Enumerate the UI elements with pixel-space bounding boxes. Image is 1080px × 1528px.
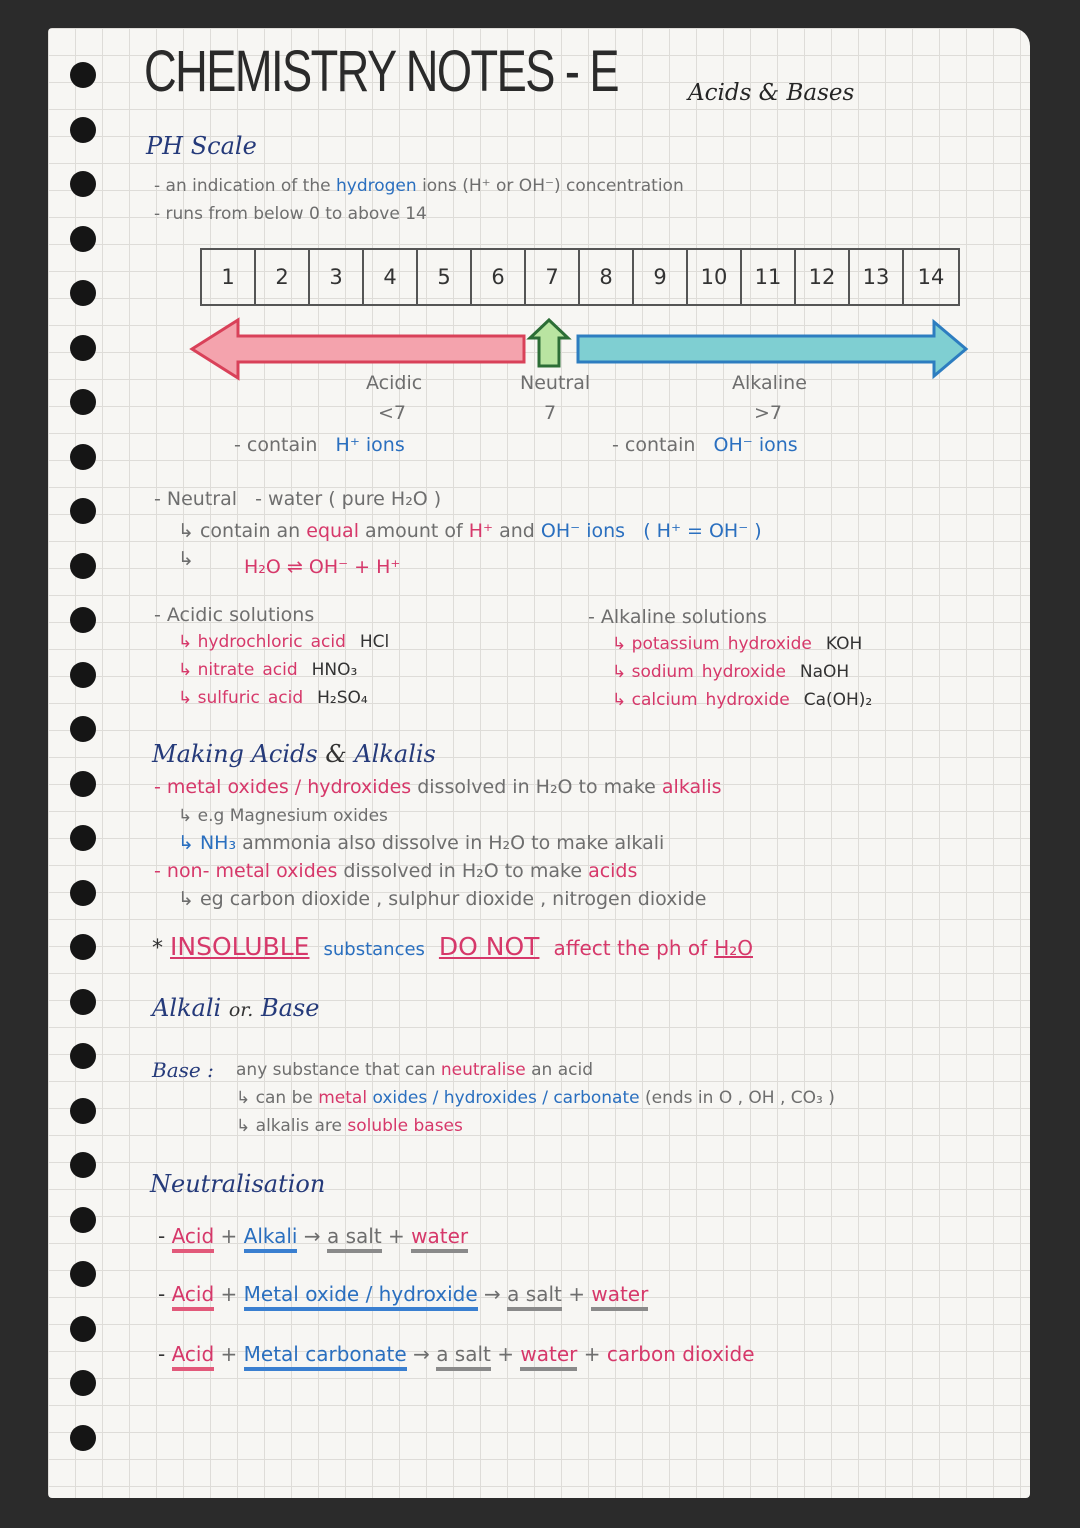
ph-cell: 13	[850, 250, 904, 304]
notebook-page	[48, 28, 1030, 1498]
alkaline-contain: - contain OH⁻ ions	[612, 434, 798, 456]
ph-cell: 5	[418, 250, 472, 304]
binder-hole	[70, 1316, 96, 1342]
binder-hole	[70, 1370, 96, 1396]
making-line-2: ↳ e.g Magnesium oxides	[178, 806, 388, 826]
solution-item	[178, 688, 368, 708]
solution-formula: HNO₃	[311, 660, 358, 680]
binder-hole	[70, 662, 96, 688]
binder-hole	[70, 989, 96, 1015]
binder-hole	[70, 825, 96, 851]
solution-item	[612, 690, 872, 710]
reaction-2: - Acid + Metal oxide / hydroxide → a salt + water	[158, 1282, 648, 1306]
ph-scale-bar	[200, 248, 960, 306]
solution-word: hydroxide	[701, 662, 786, 682]
binder-hole	[70, 1207, 96, 1233]
ph-cell: 4	[364, 250, 418, 304]
acidic-heading: - Acidic solutions	[154, 604, 315, 626]
making-line-4: - non- metal oxides dissolved in H₂O to make acids	[154, 860, 638, 882]
base-label: Base :	[152, 1058, 214, 1082]
solution-name: ↳ sulfuric	[178, 688, 260, 708]
ph-cell: 1	[202, 250, 256, 304]
topic-title: Acids & Bases	[688, 80, 855, 106]
binder-hole	[70, 1043, 96, 1069]
solution-word: hydroxide	[705, 690, 790, 710]
binder-hole	[70, 171, 96, 197]
making-line-3: ↳ NH₃ ammonia also dissolve in H₂O to make alkali	[178, 832, 665, 854]
ph-cell: 14	[917, 265, 945, 289]
acid-arrow	[192, 320, 524, 378]
making-line-5: ↳ eg carbon dioxide , sulphur dioxide , nitrogen dioxide	[178, 888, 707, 910]
acid-contain: - contain H⁺ ions	[234, 434, 405, 456]
binder-hole	[70, 117, 96, 143]
alkali-base-heading: Alkali or. Base	[152, 994, 320, 1022]
solution-item	[612, 634, 862, 654]
ph-cell: 2	[256, 250, 310, 304]
water-equation: H₂O ⇌ OH⁻ + H⁺	[244, 556, 401, 578]
base-line-1: any substance that can neutralise an acid	[236, 1060, 593, 1080]
binder-hole	[70, 280, 96, 306]
solution-name: ↳ hydrochloric	[178, 632, 303, 652]
ph-cell: 11	[742, 250, 796, 304]
ph-cell: 3	[310, 250, 364, 304]
solution-word: hydroxide	[727, 634, 812, 654]
solution-word: acid	[310, 632, 346, 652]
binder-hole	[70, 1261, 96, 1287]
neutral-label: Neutral	[520, 372, 591, 394]
neutral-arrow	[530, 320, 568, 366]
ph-scale-heading: PH Scale	[146, 132, 257, 160]
binder-hole	[70, 1425, 96, 1451]
binder-hole	[70, 498, 96, 524]
binder-hole	[70, 62, 96, 88]
solution-formula: KOH	[825, 634, 863, 654]
insoluble-note: * INSOLUBLE substances DO NOT affect the ph of H₂O	[152, 932, 753, 961]
solution-name: ↳ nitrate	[178, 660, 255, 680]
solution-name: ↳ sodium	[612, 662, 694, 682]
binder-hole	[70, 934, 96, 960]
neutral-line: - Neutral - water ( pure H₂O )	[154, 488, 442, 510]
ph-line-2: - runs from below 0 to above 14	[154, 204, 427, 224]
page-title: CHEMISTRY NOTES - E	[144, 39, 618, 104]
binder-hole	[70, 771, 96, 797]
ph-cell: 9	[634, 250, 688, 304]
solution-word: acid	[262, 660, 298, 680]
solution-name: ↳ calcium	[612, 690, 698, 710]
making-line-1: - metal oxides / hydroxides dissolved in H₂O to make alkalis	[154, 776, 722, 798]
alkaline-label: Alkaline	[732, 372, 807, 394]
solution-formula: H₂SO₄	[317, 688, 368, 708]
binder-hole	[70, 444, 96, 470]
solution-formula: NaOH	[799, 662, 850, 682]
solution-item	[612, 662, 849, 682]
solution-item	[178, 632, 389, 652]
binder-hole	[70, 389, 96, 415]
binder-hole	[70, 1098, 96, 1124]
binder-hole	[70, 1152, 96, 1178]
solution-formula: Ca(OH)₂	[803, 690, 873, 710]
binder-hole	[70, 607, 96, 633]
binder-hole	[70, 335, 96, 361]
solution-word: acid	[267, 688, 304, 708]
ph-cell: 6	[472, 250, 526, 304]
alkaline-heading: - Alkaline solutions	[588, 606, 767, 628]
neutralisation-heading: Neutralisation	[150, 1170, 326, 1198]
base-line-2: ↳ can be metal oxides / hydroxides / carbonate (ends in O , OH , CO₃ )	[236, 1088, 835, 1108]
ph-cell: 8	[580, 250, 634, 304]
acidic-label: Acidic	[366, 372, 423, 394]
binder-hole	[70, 716, 96, 742]
alkaline-value: >7	[754, 402, 783, 424]
binder-hole	[70, 553, 96, 579]
neutral-contain: ↳ contain an equal amount of H⁺ and OH⁻ ions ( H⁺ = OH⁻ )	[178, 520, 762, 542]
solution-formula: HCl	[359, 632, 390, 652]
ph-line-1: - an indication of the hydrogen ions (H⁺ or OH⁻) concentration	[154, 176, 684, 196]
neutral-arrow-mark: ↳	[178, 548, 194, 570]
solution-name: ↳ potassium	[612, 634, 720, 654]
acidic-value: <7	[378, 402, 407, 424]
ph-cell: 7	[526, 250, 580, 304]
binder-hole	[70, 880, 96, 906]
binder-hole	[70, 226, 96, 252]
solution-item	[178, 660, 357, 680]
base-line-3: ↳ alkalis are soluble bases	[236, 1116, 463, 1136]
neutral-value: 7	[544, 402, 557, 424]
ph-cell: 10	[688, 250, 742, 304]
reaction-1: - Acid + Alkali → a salt + water	[158, 1224, 468, 1248]
alkaline-arrow	[578, 322, 966, 376]
making-heading: Making Acids & Alkalis	[152, 740, 436, 768]
reaction-3: - Acid + Metal carbonate → a salt + water + carbon dioxide	[158, 1342, 755, 1366]
ph-cell: 12	[796, 250, 850, 304]
